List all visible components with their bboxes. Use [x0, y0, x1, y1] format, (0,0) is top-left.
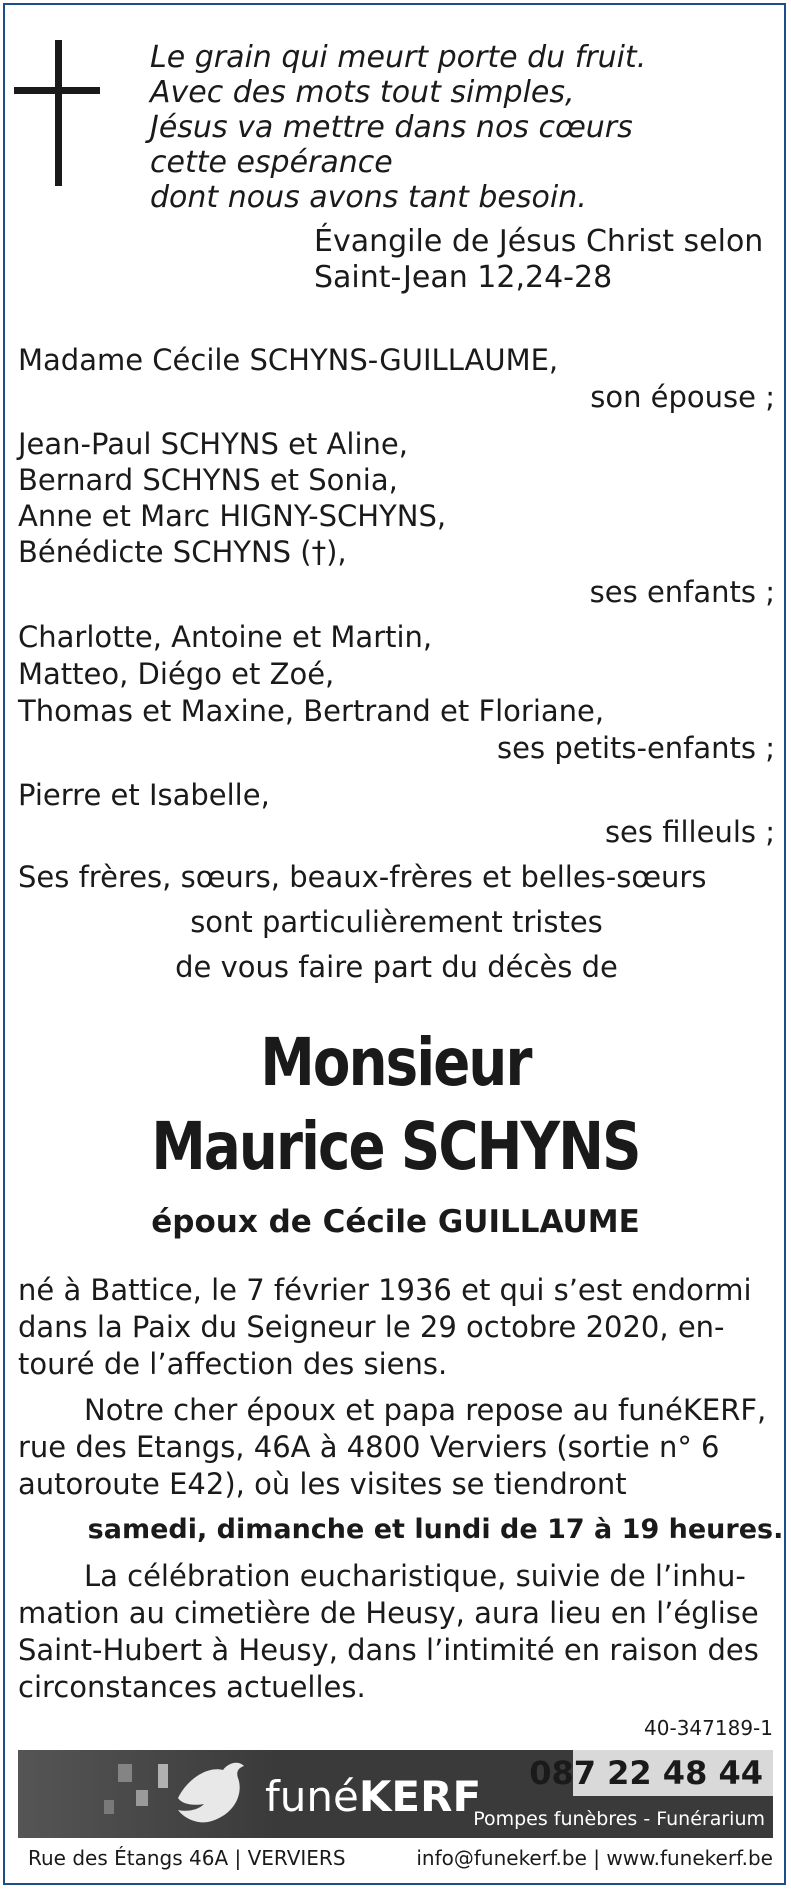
poem-line: Jésus va mettre dans nos cœurs — [150, 110, 633, 145]
visit-hours: samedi, dimanche et lundi de 17 à 19 heures. — [87, 1514, 784, 1545]
spouse-role: son épouse ; — [590, 380, 775, 414]
phone-box — [529, 1750, 773, 1796]
siblings: Ses frères, sœurs, beaux-frères et belles-sœurs — [18, 860, 707, 894]
phone-number[interactable]: 087 22 48 44 — [529, 1754, 763, 1792]
funeral-home-ad — [18, 1750, 773, 1838]
rest-paragraph: Notre cher époux et papa repose au funéKERF, rue des Etangs, 46A à 4800 Verviers (sortie n° 6 autoroute E42), où les visites se tiendront — [18, 1393, 767, 1501]
ad-contact[interactable]: info@funekerf.be | www.funekerf.be — [416, 1846, 773, 1870]
deceased-spouse: époux de Cécile GUILLAUME — [151, 1204, 640, 1240]
ad-address: Rue des Étangs 46A | VERVIERS — [28, 1846, 346, 1870]
announce-line: de vous faire part du décès de — [175, 950, 618, 984]
poem-line: dont nous avons tant besoin. — [150, 180, 587, 215]
grandchild-line: Charlotte, Antoine et Martin, — [18, 620, 433, 654]
grandchild-line: Thomas et Maxine, Bertrand et Floriane, — [18, 694, 605, 728]
poem — [150, 40, 646, 215]
ceremony-paragraph: La célébration eucharistique, suivie de l’inhu- mation au cimetière de Heusy, aura lieu en l’église Saint-Hubert à Heusy, dans l’intimité en raison des circonstances actuelles. — [18, 1559, 759, 1704]
reference-number: 40-347189-1 — [644, 1716, 773, 1740]
brand-name: funéKERF — [265, 1772, 482, 1821]
tagline: Pompes funèbres - Funérarium — [473, 1808, 765, 1830]
birth-paragraph: né à Battice, le 7 février 1936 et qui s’est endormi dans la Paix du Seigneur le 29 octobre 2020, en- touré de l’affection des siens. — [18, 1273, 752, 1381]
children-role: ses enfants ; — [589, 575, 775, 609]
poem-line: Avec des mots tout simples, — [150, 75, 575, 110]
ad-footer — [28, 1846, 773, 1870]
child-line: Bénédicte SCHYNS (†), — [18, 535, 347, 569]
deceased-name: Maurice SCHYNS — [151, 1108, 640, 1185]
godchildren-role: ses filleuls ; — [604, 815, 775, 849]
child-line: Anne et Marc HIGNY-SCHYNS, — [18, 499, 447, 533]
grandchildren-role: ses petits-enfants ; — [497, 731, 775, 765]
godchildren: Pierre et Isabelle, — [18, 778, 270, 812]
poem-line: cette espérance — [150, 145, 393, 180]
child-line: Bernard SCHYNS et Sonia, — [18, 463, 398, 497]
grandchild-line: Matteo, Diégo et Zoé, — [18, 657, 335, 691]
spouse-name: Madame Cécile SCHYNS-GUILLAUME, — [18, 343, 559, 377]
dove-logo-icon — [168, 1758, 258, 1832]
poem-line: Le grain qui meurt porte du fruit. — [150, 40, 647, 75]
deceased-title: Monsieur — [260, 1024, 531, 1101]
child-line: Jean-Paul SCHYNS et Aline, — [18, 427, 408, 461]
announce-line: sont particulièrement tristes — [190, 905, 603, 939]
scripture-source: Évangile de Jésus Christ selon Saint-Jean 12,24-28 — [314, 224, 764, 295]
